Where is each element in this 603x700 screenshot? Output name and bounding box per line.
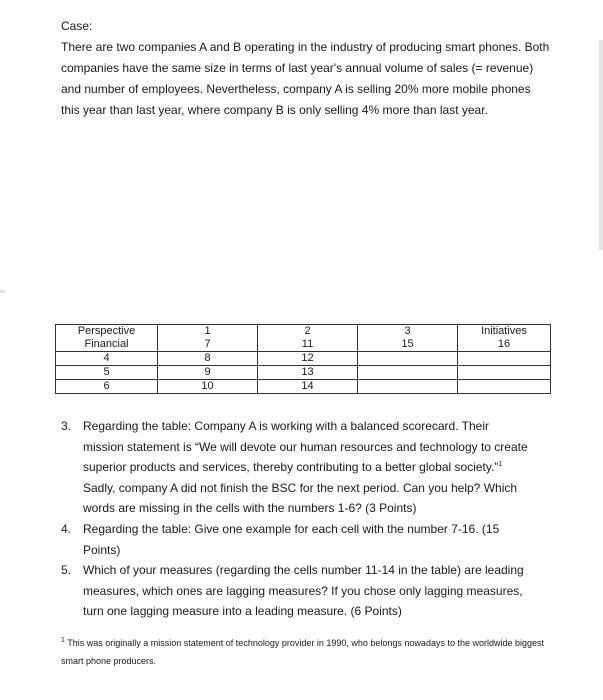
footnote-reference: 1 [498,461,503,469]
table-cell [458,380,551,394]
scrollbar-track[interactable] [599,40,603,250]
question-item [61,519,531,560]
question-number: 5. [61,563,72,578]
question-text: Which of your measures (regarding the cells number 11-14 in the table) are leading measures, which ones are lagging measures? If you chose only lagging measures, turn one lagging measure into a leading measure. (6 Points) [83,563,524,619]
case-heading: Case: [61,19,93,33]
question-text: Regarding the table: Give one example for each cell with the number 7-16. (15 Points) [83,521,500,557]
table-row [56,366,551,380]
footnote-text: This was originally a mission statement of technology provider in 1990, who belongs nowadays to the worldwide biggest smart phone producers. [61,638,545,666]
question-number: 4. [61,521,72,536]
table-cell: 5 [56,366,158,380]
table-cell: 7 [158,338,258,352]
question-item [61,560,531,622]
table-cell [358,366,458,380]
question-text-continued: Sadly, company A did not finish the BSC for the next period. Can you help? Which words are missing in the cells with the numbers 1-6? (3 Points) [83,480,518,516]
table-cell: 9 [158,366,258,380]
case-text: There are two companies A and B operating in the industry of producing smart phones. Both companies have the same size in terms of last year's annual volume of sales (= revenue) and number of employees. Nevertheless, company A is selling 20% more mobile phones this year than last year, where company B is only selling 4% more than last year. [61,40,550,117]
edge-marker [0,290,5,293]
table-cell [358,380,458,394]
table-cell [458,366,551,380]
table-row [56,338,551,352]
table-row [56,380,551,394]
table-cell: 4 [56,352,158,366]
question-text: Regarding the table: Company A is working with a balanced scorecard. Their mission statement is “We will devote our human resources and technology to create superior products and services, thereby contributing to a better global society.” [83,419,528,475]
table-cell: 12 [258,352,358,366]
table-cell: Initiatives [458,325,551,339]
footnote-marker: 1 [61,637,65,644]
table-cell: 16 [458,338,551,352]
table-cell [458,352,551,366]
table-cell: Financial [56,338,158,352]
table-cell: 3 [358,325,458,339]
footnote [61,634,551,670]
table-cell: 2 [258,325,358,339]
table-row [56,352,551,366]
table-cell: 13 [258,366,358,380]
table-cell: 11 [258,338,358,352]
table-cell: 8 [158,352,258,366]
questions-list [61,416,531,622]
balanced-scorecard-table [55,324,551,394]
case-section [61,16,551,121]
table-cell: 10 [158,380,258,394]
table-cell: 14 [258,380,358,394]
question-number: 3. [61,419,72,433]
table-cell: 1 [158,325,258,339]
table-cell: Perspective [56,325,158,339]
question-item [61,416,531,519]
table-cell: 6 [56,380,158,394]
table-cell: 15 [358,338,458,352]
table-cell [358,352,458,366]
table-row [56,325,551,339]
